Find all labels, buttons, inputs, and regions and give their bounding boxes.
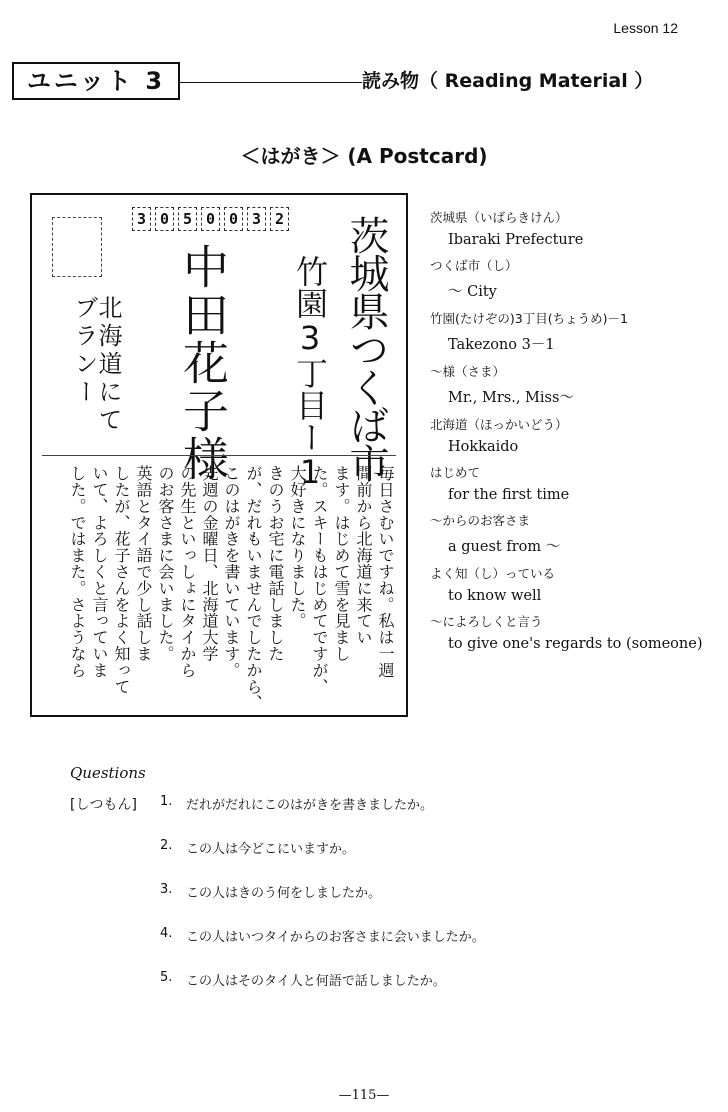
message-line: が、だれもいませんでしたから、: [244, 465, 263, 711]
postal-digit: 0: [155, 207, 174, 231]
postal-digit: 0: [224, 207, 243, 231]
sender-block: [72, 295, 120, 435]
postal-digit: 2: [270, 207, 289, 231]
vocabulary-item: [430, 309, 720, 354]
question-text: この人は今どこにいますか。: [186, 842, 356, 857]
questions-tag: [しつもん]: [70, 797, 137, 813]
question-text: だれがだれにこのはがきを書きましたか。: [186, 798, 434, 813]
vocab-gloss: Takezono 3－1: [448, 337, 555, 353]
vocab-term: 竹園(たけぞの)3丁目(ちょうめ)－1: [430, 311, 628, 326]
stamp-placeholder: [52, 217, 102, 277]
vocab-term: はじめて: [430, 465, 481, 480]
question-number: 4.: [160, 926, 173, 941]
vocab-term: ～からのお客さま: [430, 513, 531, 528]
question-text: この人はいつタイからのお客さまに会いましたか。: [186, 930, 485, 945]
postal-digit: 0: [201, 207, 220, 231]
message-line: 英語とタイ語で少し話しま: [134, 465, 153, 662]
vocab-gloss: Ibaraki Prefecture: [448, 232, 584, 248]
postal-digit: 3: [247, 207, 266, 231]
message-line: ます。はじめて雪を見まし: [332, 465, 351, 662]
message-line: 毎日さむいですね。私は一週: [376, 465, 395, 679]
unit-badge: ユニット 3: [12, 62, 180, 100]
vocab-gloss: ～ City: [448, 284, 497, 300]
questions-label: Questions: [70, 764, 146, 782]
vocabulary-item: [430, 511, 720, 556]
vocab-gloss: a guest from ～: [448, 539, 561, 555]
recipient-name: 中田花子様: [176, 243, 230, 483]
question-number: 1.: [160, 794, 173, 809]
vocab-gloss: Hokkaido: [448, 439, 519, 455]
postcard-title: ＜はがき＞ (A Postcard): [240, 144, 488, 168]
vocabulary-item: [430, 463, 720, 503]
postal-digit: 3: [132, 207, 151, 231]
message-line: 先週の金曜日、北海道大学: [200, 465, 219, 662]
question-number: 2.: [160, 838, 173, 853]
vocabulary-item: [430, 612, 720, 652]
message-line: のお客さまに会いました。: [156, 465, 175, 662]
postcard-message: [66, 465, 396, 711]
message-line: した。ではまた。さようなら: [68, 465, 87, 679]
question-item: [70, 970, 710, 1014]
vocab-gloss: for the first time: [448, 487, 570, 503]
vocabulary-item: [430, 208, 720, 248]
address-message-divider: [42, 455, 396, 456]
message-line: いて、よろしくと言っていま: [90, 465, 109, 679]
vocab-gloss: to give one's regards to (someone): [448, 636, 703, 652]
vocab-term: つくば市（し）: [430, 258, 518, 273]
message-line: た。スキーもはじめてですが、: [310, 465, 329, 695]
address-prefecture-city: 茨城県つくば市: [343, 215, 389, 481]
unit-rule: [180, 82, 362, 83]
sender-name: ブランー: [70, 295, 98, 407]
message-line: の先生といっしょにタイから: [178, 465, 197, 679]
address-street: 竹園3丁目ー1: [291, 255, 329, 491]
question-text: この人はそのタイ人と何語で話しましたか。: [186, 974, 446, 989]
message-line: 大好きになりました。: [288, 465, 307, 629]
question-item: [70, 882, 710, 926]
question-text: この人はきのう何をしましたか。: [186, 886, 382, 901]
question-item: [70, 926, 710, 970]
unit-heading: 読み物（ Reading Material ）: [362, 70, 654, 92]
questions-list: [70, 794, 710, 1014]
vocab-term: ～によろしくと言う: [430, 614, 543, 629]
message-line: きのうお宅に電話しました: [266, 465, 285, 662]
question-item: [70, 838, 710, 882]
unit-header: [12, 62, 702, 102]
vocabulary-item: [430, 256, 720, 301]
question-number: 5.: [160, 970, 173, 985]
question-number: 3.: [160, 882, 173, 897]
page-number: —115—: [338, 1088, 390, 1103]
question-item: [70, 794, 710, 838]
vocab-gloss: Mr., Mrs., Miss～: [448, 390, 574, 406]
postal-code: [132, 207, 289, 231]
message-line: このはがきを書いています。: [222, 465, 241, 679]
lesson-label: Lesson 12: [613, 20, 678, 36]
vocab-gloss: to know well: [448, 588, 542, 604]
message-line: したが、花子さんをよく知って: [112, 465, 131, 695]
vocab-term: ～様（さま）: [430, 364, 506, 379]
postal-digit: 5: [178, 207, 197, 231]
sender-location: 北海道にて: [94, 295, 122, 435]
vocabulary-item: [430, 362, 720, 407]
vocab-term: よく知（し）っている: [430, 566, 556, 581]
vocabulary-item: [430, 564, 720, 604]
message-line: 間前から北海道に来てい: [354, 465, 373, 646]
postcard: [30, 193, 408, 717]
vocabulary-item: [430, 415, 720, 455]
vocab-term: 茨城県（いばらきけん）: [430, 210, 568, 225]
vocabulary-list: [430, 208, 720, 660]
vocab-term: 北海道（ほっかいどう）: [430, 417, 568, 432]
